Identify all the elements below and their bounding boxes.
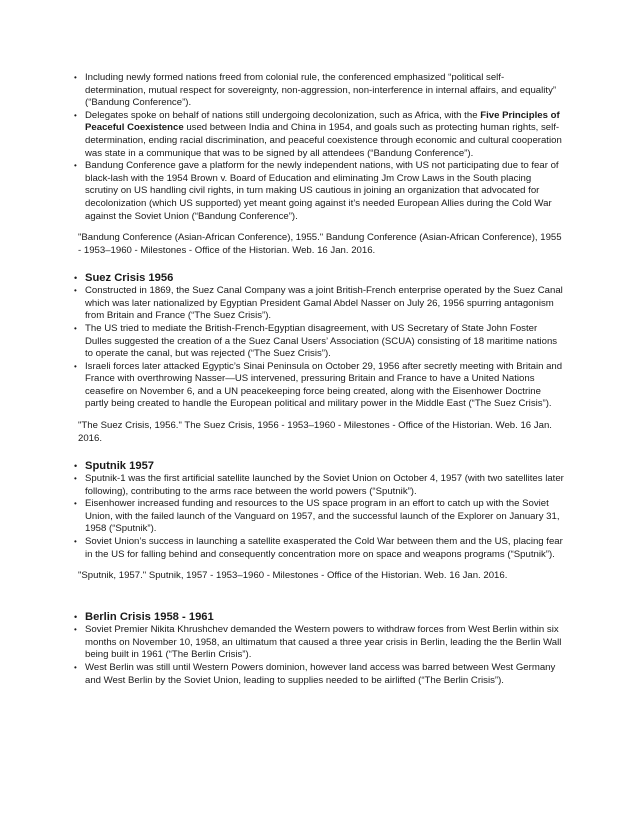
berlin-bullet: • West Berlin was still until Western Powers dominion, however land access was barred between West Germany and West Berlin by the Soviet Union, leading to supplies needed to be airlifted (“The Berlin Crisis”).	[78, 662, 564, 687]
sputnik-bullet: • Eisenhower increased funding and resources to the US space program in an effort to catch up with the Soviet Union, with the failed launch of the Vanguard on 1957, and the successful launch of the Explorer on January 31, 1958 (“Sputnik”).	[78, 498, 564, 536]
berlin-bullet-list	[78, 624, 564, 687]
suez-heading: • Suez Crisis 1956	[78, 271, 564, 285]
bullet-text: used between India and China in 1954, and goals such as protecting human rights, self-determination, ending racial discrimination, and peaceful coexistence through economic and cultural cooperation was state in a communique that was to be signed by all attendees (“Bandung Conference”).	[85, 122, 562, 159]
suez-bullet: • Constructed in 1869, the Suez Canal Company was a joint British-French enterprise operated by the Suez Canal which was later nationalized by Egyptian President Gamal Abdel Nasser on July 26, 1956 spurring antagonism from Britain and France (“The Suez Crisis”).	[78, 285, 564, 323]
bandung-bullet-list	[78, 72, 564, 223]
suez-bullet-list	[78, 285, 564, 411]
spacer	[78, 596, 564, 610]
bullet-text: Delegates spoke on behalf of nations still undergoing decolonization, such as Africa, with the	[85, 109, 481, 121]
bullet-text: Bandung Conference gave a platform for the newly independent nations, with US not participating due to fear of black-lash with the 1954 Brown v. Board of Education and eliminating Jm Crow Laws in the South placing scrutiny on US handling civil rights, in turn making US cautious in joining an organization that advocated for decolonization (which US supported) yet meant going against it’s needed European Allies during the Cold War against the Soviet Union (“Bandung Conference”).	[85, 160, 559, 222]
suez-citation: "The Suez Crisis, 1956." The Suez Crisis, 1956 - 1953–1960 - Milestones - Office of the Historian. Web. 16 Jan. 2016.	[78, 420, 552, 445]
document-page	[78, 72, 564, 687]
sputnik-bullet-list	[78, 473, 564, 561]
sputnik-bullet: • Soviet Union’s success in launching a satellite exasperated the Cold War between them and the US, placing fear in the US for falling behind and consequently concentration more on space and weapons programs (“Sputnik”).	[78, 536, 564, 561]
sputnik-heading: • Sputnik 1957	[78, 459, 564, 473]
bandung-bullet	[78, 110, 564, 160]
bullet-text: Including newly formed nations freed from colonial rule, the conferenced emphasized “political self-determination, mutual respect for sovereignty, non-aggression, non-interference in internal affairs, and equality” (“Bandung Conference”).	[85, 72, 557, 109]
bandung-bullet	[78, 72, 564, 110]
bandung-bullet	[78, 160, 564, 223]
sputnik-bullet: • Sputnik-1 was the first artificial satellite launched by the Soviet Union on October 4, 1957 (with two satellites later following), contributing to the arms race between the world powers (“Sputnik”).	[78, 473, 564, 498]
suez-bullet: • The US tried to mediate the British-French-Egyptian disagreement, with US Secretary of State John Foster Dulles suggested the creation of a the Suez Canal Users’ Association (SCUA) consisting of 18 maritime nations to operate the canal, but was rejected (“The Suez Crisis”).	[78, 323, 564, 361]
suez-bullet: • Israeli forces later attacked Egyptic’s Sinai Peninsula on October 29, 1956 after secretly meeting with Britain and France with overthrowing Nasser—US intervened, pressuring Britain and France to have a United Nations ceasefire on November 6, and a UN peacekeeping force being created, along with the Eisenhower Doctrine partly being created to handle the European political and military power in the Middle East (“The Suez Crisis”).	[78, 361, 564, 411]
bold-phrase: Five Principles of Peaceful Coexistence	[85, 109, 560, 134]
bandung-citation: "Bandung Conference (Asian-African Conference), 1955." Bandung Conference (Asian-African Conference), 1955 - 1953–1960 - Milestones - Office of the Historian. Web. 16 Jan. 2016.	[78, 232, 562, 257]
berlin-bullet: • Soviet Premier Nikita Khrushchev demanded the Western powers to withdraw forces from West Berlin within six months on November 10, 1958, an ultimatum that caused a three year crisis in Berlin, leading the the Berlin Wall being built in 1961 (“The Berlin Crisis”).	[78, 624, 564, 662]
berlin-heading: • Berlin Crisis 1958 - 1961	[78, 610, 564, 624]
sputnik-citation: "Sputnik, 1957." Sputnik, 1957 - 1953–1960 - Milestones - Office of the Historian. Web. 16 Jan. 2016.	[78, 570, 508, 582]
